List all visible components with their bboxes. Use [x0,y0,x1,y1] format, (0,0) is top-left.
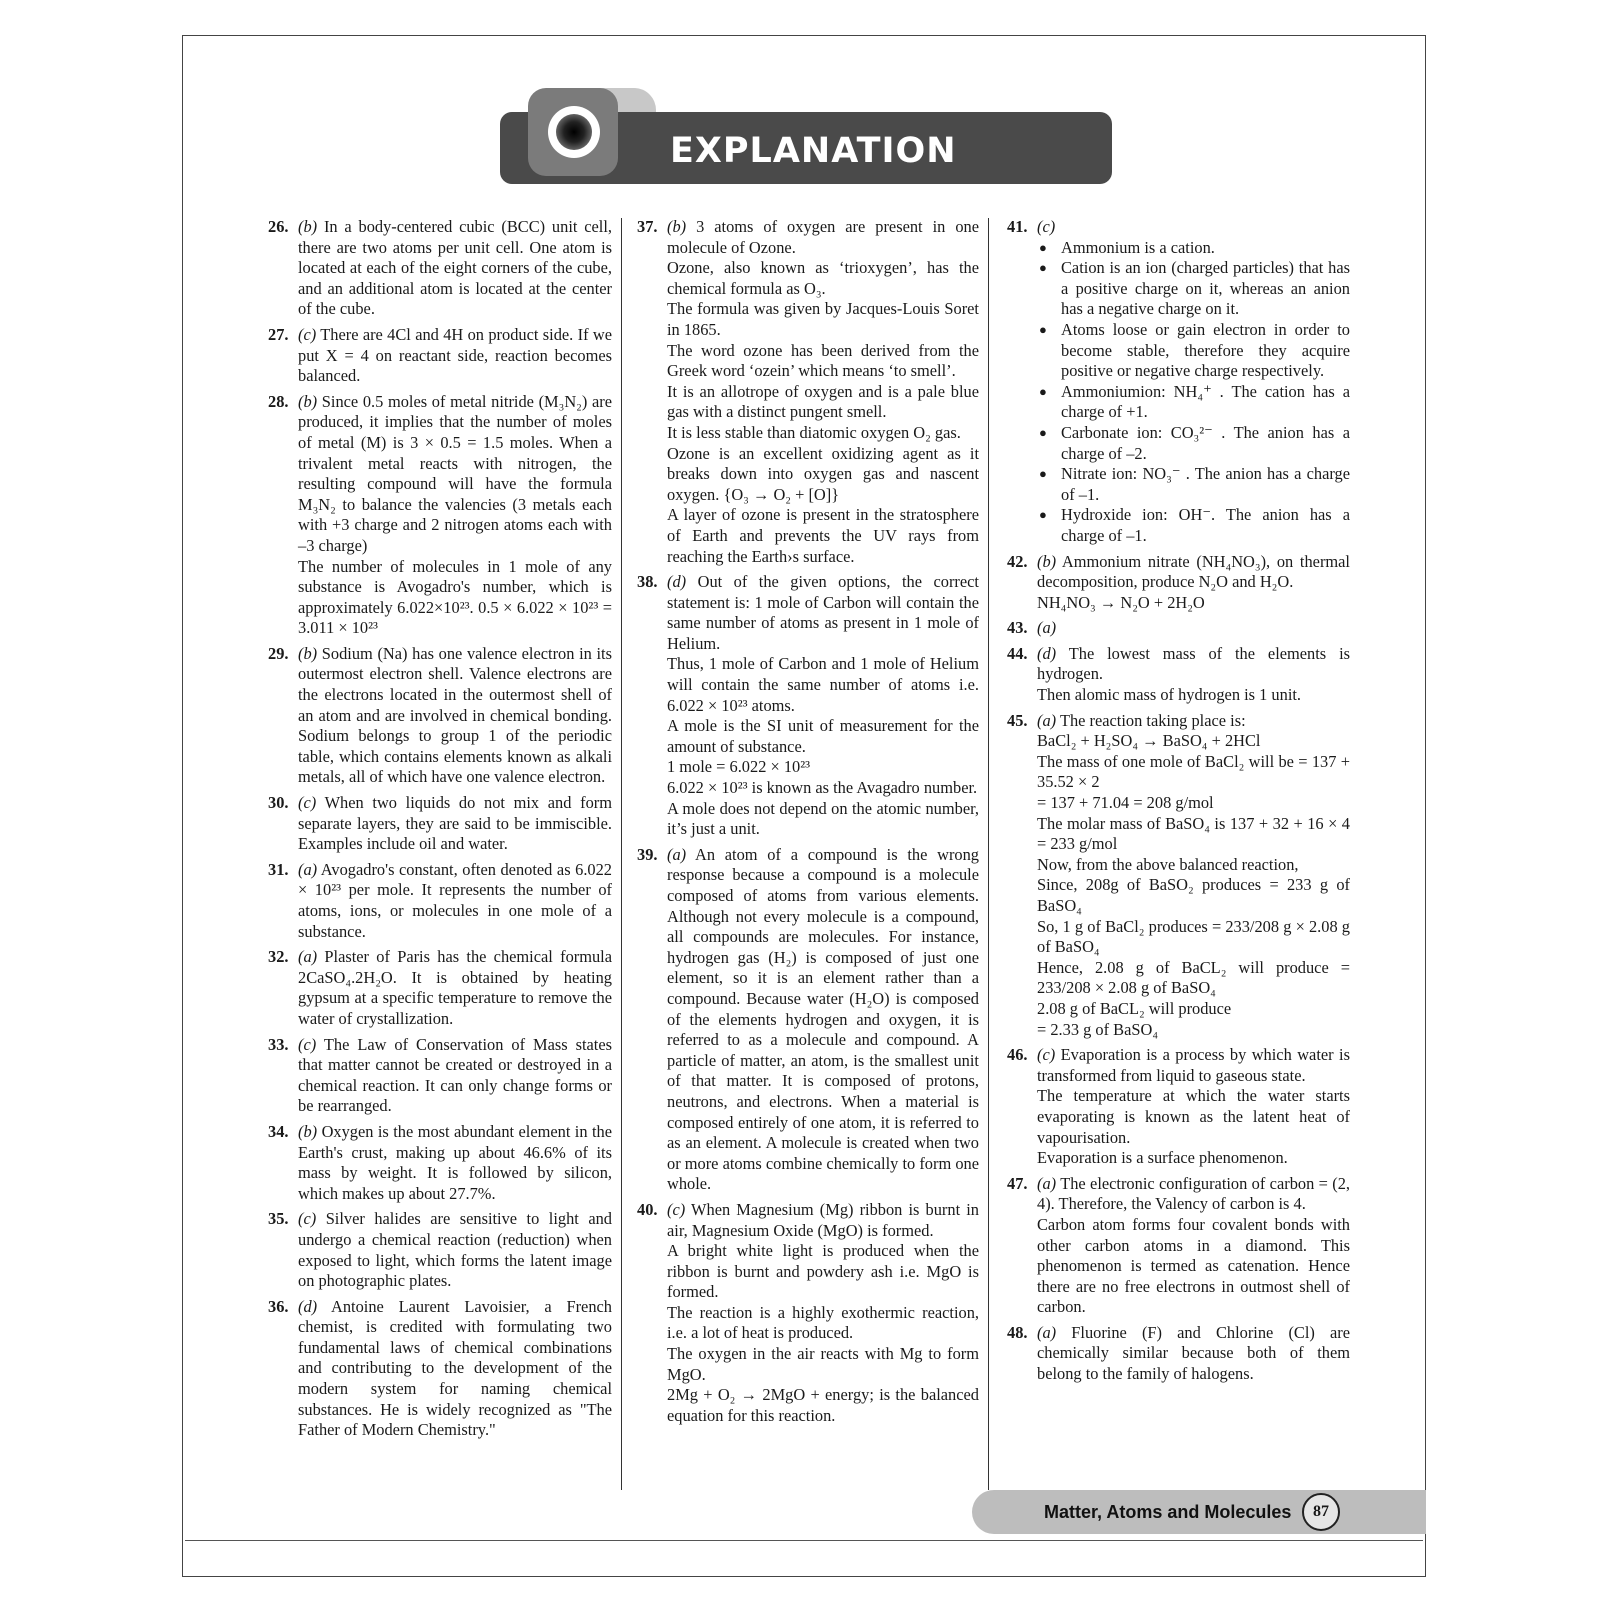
question-number: 37. [637,217,658,236]
explanation-text: Carbon atom forms four covalent bonds with other carbon atoms in a diamond. This phenomenon is termed as catenation. Hence there are no free electrons in outmost shell of carbon. [1037,1214,1350,1317]
explanation-text: The number of molecules in 1 mole of any substance is Avogadro's number, which is approximately 6.022×10²³. 0.5 × 6.022 × 10²³ = 3.011 × 10²³ [298,556,612,638]
answer-item [1007,552,1350,614]
answer-item [268,217,612,320]
question-number: 47. [1007,1173,1028,1193]
answer-item [1007,217,1350,547]
explanation-text: = 2.33 g of BaSO₄ [1037,1019,1159,1039]
answer-item [1007,644,1350,706]
explanation-text: NH₄NO₃ → N₂O + 2H₂O [1037,592,1205,612]
question-number: 34. [268,1121,289,1141]
explanation-text: A mole does not depend on the atomic number, it’s just a unit. [667,798,979,839]
explanation-text: A mole is the SI unit of measurement for the amount of substance. [667,716,979,756]
explanation-text: Since 0.5 moles of metal nitride (M₃N₂) are produced, it implies that the number of moles of metal (M) is 3 × 0.5 = 1.5 moles. When a trivalent metal reacts with nitrogen, the resulting compound will have the formula M₃N₂ to balance the valencies (3 metals each with +3 charge and 2 nitrogen atoms each with –3 charge) [298,391,612,555]
explanation-text: It is less stable than diatomic oxygen O₂ gas. [667,422,961,442]
explanation-text: A bright white light is produced when the ribbon is burnt and powdery ash i.e. MgO is formed. [667,1241,979,1302]
explanation-text: Ammonium nitrate (NH₄NO₃), on thermal decomposition, produce N₂O and H₂O. [1037,551,1350,592]
question-number: 42. [1007,551,1028,571]
explanation-text: Out of the given options, the correct statement is: 1 mole of Carbon will contain the same number of atoms as present in 1 mole of Helium. [667,572,979,653]
explanation-text: Fluorine (F) and Chlorine (Cl) are chemically similar because both of them belong to the family of halogens. [1037,1322,1351,1384]
answer-item [268,1122,612,1204]
explanation-text: Ozone, also known as ‘trioxygen’, has the chemical formula as O₃. [667,258,979,298]
bullet-point: ● Carbonate ion: CO₃²⁻ . The anion has a charge of –2. [1037,423,1350,464]
answer-option: (a) [667,844,687,864]
explanation-text: Oxygen is the most abundant element in the Earth's crust, making up about 46.6% of its mass by weight. It is followed by silicon, which makes up about 27.7%. [298,1121,612,1203]
answer-column-2 [637,217,979,1431]
answer-option: (c) [667,1199,686,1219]
explanation-text: Now, from the above balanced reaction, [1037,854,1299,874]
explanation-text: A layer of ozone is present in the stratosphere of Earth and prevents the UV rays from reaching the Earth›s surface. [667,505,979,566]
explanation-text: Thus, 1 mole of Carbon and 1 mole of Helium will contain the same number of atoms i.e. 6.022 × 10²³ atoms. [667,654,979,715]
answer-option: (c) [1037,1045,1056,1065]
question-number: 40. [637,1199,658,1219]
bullet-point: ● Ammonium is a cation. [1037,238,1350,259]
question-number: 48. [1007,1322,1028,1342]
answer-option: (a) [1037,1173,1057,1193]
explanation-text: Evaporation is a surface phenomenon. [1037,1148,1288,1168]
page-number: 87 [1302,1493,1340,1531]
answer-option: (b) [298,1121,318,1141]
question-number: 33. [268,1034,289,1054]
explanation-text: The molar mass of BaSO₄ is 137 + 32 + 16 × 4 = 233 g/mol [1037,813,1350,854]
answer-item [268,947,612,1029]
question-number: 43. [1007,618,1028,638]
question-number: 41. [1007,217,1028,236]
chapter-title: Matter, Atoms and Molecules [1044,1502,1292,1522]
explanation-text: 2Mg + O₂ → 2MgO + energy; is the balanced equation for this reaction. [667,1385,979,1425]
answer-option: (a) [1037,710,1057,730]
column-divider [988,218,989,1490]
bottom-rule [185,1540,1423,1541]
answer-option: (b) [1037,551,1057,571]
answer-option: (b) [298,391,318,411]
answer-option: (d) [298,1296,318,1316]
answer-item [637,572,979,840]
answer-item [268,1035,612,1117]
explanation-text: Evaporation is a process by which water is transformed from liquid to gaseous state. [1037,1045,1350,1085]
bullet-point: ● Cation is an ion (charged particles) that has a positive charge on it, whereas an anion has a negative charge on it. [1037,258,1350,320]
explanation-text: Sodium (Na) has one valence electron in its outermost electron shell. Valence electrons are the electrons located in the outermost shell of an atom and are involved in chemical bonding. Sodium belongs to group 1 of the periodic table, which contains elements known as alkali metals, all of which have one valence electron. [298,643,612,787]
answer-item [1007,1045,1350,1169]
answer-option: (c) [298,1209,317,1229]
explanation-text: Antoine Laurent Lavoisier, a French chemist, is credited with formulating two fundamental laws of chemical combinations and contributing to the development of the modern system for naming chemical substances. He is widely recognized as "The Father of Modern Chemistry." [298,1296,612,1440]
explanation-text: Then alomic mass of hydrogen is 1 unit. [1037,685,1302,705]
explanation-text: BaCl₂ + H₂SO₄ → BaSO₄ + 2HCl [1037,731,1261,751]
answer-option: (c) [298,793,317,813]
answer-option: (a) [1037,618,1057,638]
explanation-text: The mass of one mole of BaCl₂ will be = 137 + 35.52 × 2 [1037,751,1350,792]
answer-option: (b) [298,643,318,663]
explanation-text: Avogadro's constant, often denoted as 6.022 × 10²³ per mole. It represents the number of atoms, ions, or molecules in one mole of a substance. [298,859,612,941]
explanation-text: An atom of a compound is the wrong response because a compound is a molecule composed of atoms from various elements. Although not every molecule is a compound, all compounds are molecules. For instance, hydrogen gas (H₂) is composed of just one element, so it is an element rather than a compound. Because water (H₂O) is composed of the elements hydrogen and oxygen, it is referred to as a molecule and compound. A particle of matter, an atom, is the smallest unit of that matter. It is composed of protons, neutrons, and electrons. When a material is composed entirely of one atom, it is referred to as an element. A molecule is created when two or more atoms combine chemically to form one whole. [667,844,980,1194]
question-number: 27. [268,324,289,344]
column-divider [621,218,622,1490]
explanation-text: 1 mole = 6.022 × 10²³ [667,757,811,777]
explanation-text: Ozone is an excellent oxidizing agent as it breaks down into oxygen gas and nascent oxygen. {O₃ → O₂ + [O]} [667,443,979,504]
answer-option: (a) [298,859,318,879]
question-number: 39. [637,844,658,864]
answer-item [268,325,612,387]
explanation-text: 2.08 g of BaCL₂ will produce [1037,998,1232,1018]
question-number: 35. [268,1209,289,1229]
bullet-point: ● Nitrate ion: NO₃⁻ . The anion has a charge of –1. [1037,464,1350,505]
explanation-text: The lowest mass of the elements is hydrogen. [1037,643,1350,684]
answer-item [268,793,612,855]
explanation-text: = 137 + 71.04 = 208 g/mol [1037,793,1214,813]
question-number: 26. [268,217,289,236]
explanation-text: 3 atoms of oxygen are present in one molecule of Ozone. [667,217,979,257]
answer-option: (a) [1037,1322,1057,1342]
answer-item [268,1297,612,1441]
explanation-text: It is an allotrope of oxygen and is a pale blue gas with a distinct pungent smell. [667,381,979,422]
explanation-text: When two liquids do not mix and form separate layers, they are said to be immiscible. Examples include oil and water. [298,793,612,854]
explanation-text: The Law of Conservation of Mass states that matter cannot be created or destroyed in a chemical reaction. It can only change forms or be rearranged. [298,1034,612,1116]
explanation-text: The formula was given by Jacques-Louis Soret in 1865. [667,299,979,339]
explanation-text: In a body-centered cubic (BCC) unit cell, there are two atoms per unit cell. One atom is located at each of the eight corners of the cube, and an additional atom is located at the center of the cube. [298,217,612,319]
question-number: 36. [268,1296,289,1316]
bullet-point: ● Hydroxide ion: OH⁻. The anion has a charge of –1. [1037,505,1350,546]
question-number: 31. [268,859,289,879]
answer-item [1007,618,1350,639]
question-number: 29. [268,643,289,663]
answer-item [637,845,979,1195]
question-number: 46. [1007,1045,1028,1065]
answer-item [637,217,979,567]
question-number: 32. [268,947,289,967]
answer-item [637,1200,979,1427]
answer-option: (d) [1037,643,1057,663]
explanation-text: The electronic configuration of carbon = (2, 4). Therefore, the Valency of carbon is 4. [1037,1173,1350,1214]
question-number: 30. [268,793,289,813]
bullet-point: ● Ammoniumion: NH₄⁺ . The cation has a charge of +1. [1037,382,1350,423]
explanation-text: The temperature at which the water starts evaporating is known as the latent heat of vapourisation. [1037,1086,1350,1147]
answer-column-1 [268,217,612,1446]
answer-item [268,1209,612,1291]
explanation-text: Hence, 2.08 g of BaCL₂ will produce = 233/208 × 2.08 g of BaSO₄ [1037,957,1350,998]
explanation-text: Since, 208g of BaSO₂ produces = 233 g of BaSO₄ [1037,875,1350,915]
answer-option: (c) [298,1034,317,1054]
answer-option: (b) [298,217,318,236]
explanation-text: Plaster of Paris has the chemical formula 2CaSO₄.2H₂O. It is obtained by heating gypsum at a specific temperature to remove the water of crystallization. [298,947,612,1028]
bullet-point: ● Atoms loose or gain electron in order to become stable, therefore they acquire positive or negative charge respectively. [1037,320,1350,382]
question-number: 28. [268,391,289,411]
explanation-text: The reaction taking place is: [1059,710,1246,730]
footer-chapter-tab [972,1490,1426,1534]
explanation-text: The oxygen in the air reacts with Mg to form MgO. [667,1344,979,1384]
answer-option: (b) [667,217,687,236]
section-title: EXPLANATION [670,131,957,171]
explanation-text: Silver halides are sensitive to light and undergo a chemical reaction (reduction) when exposed to light, which forms the latent image on photographic plates. [298,1209,612,1291]
answer-item [1007,711,1350,1041]
explanation-text: The reaction is a highly exothermic reaction, i.e. a lot of heat is produced. [667,1302,979,1343]
explanation-text: The word ozone has been derived from the Greek word ‘ozein’ which means ‘to smell’. [667,340,979,381]
explanation-text: When Magnesium (Mg) ribbon is burnt in air, Magnesium Oxide (MgO) is formed. [667,1199,979,1240]
answer-option: (c) [1037,217,1056,236]
answer-option: (c) [298,324,317,344]
answer-column-3 [1007,217,1350,1390]
explanation-text: So, 1 g of BaCl₂ produces = 233/208 g × 2.08 g of BaSO₄ [1037,916,1350,957]
banner-emblem-icon [528,88,618,176]
answer-option: (a) [298,947,318,967]
question-number: 45. [1007,710,1028,730]
explanation-text: 6.022 × 10²³ is known as the Avagadro number. [667,778,978,798]
answer-option: (d) [667,572,687,592]
answer-item [268,644,612,788]
answer-item [268,392,612,639]
answer-item [1007,1323,1350,1385]
answer-item [268,860,612,942]
explanation-text: There are 4Cl and 4H on product side. If we put X = 4 on reactant side, reaction becomes balanced. [298,324,612,386]
question-number: 44. [1007,643,1028,663]
question-number: 38. [637,572,658,592]
answer-item [1007,1174,1350,1318]
